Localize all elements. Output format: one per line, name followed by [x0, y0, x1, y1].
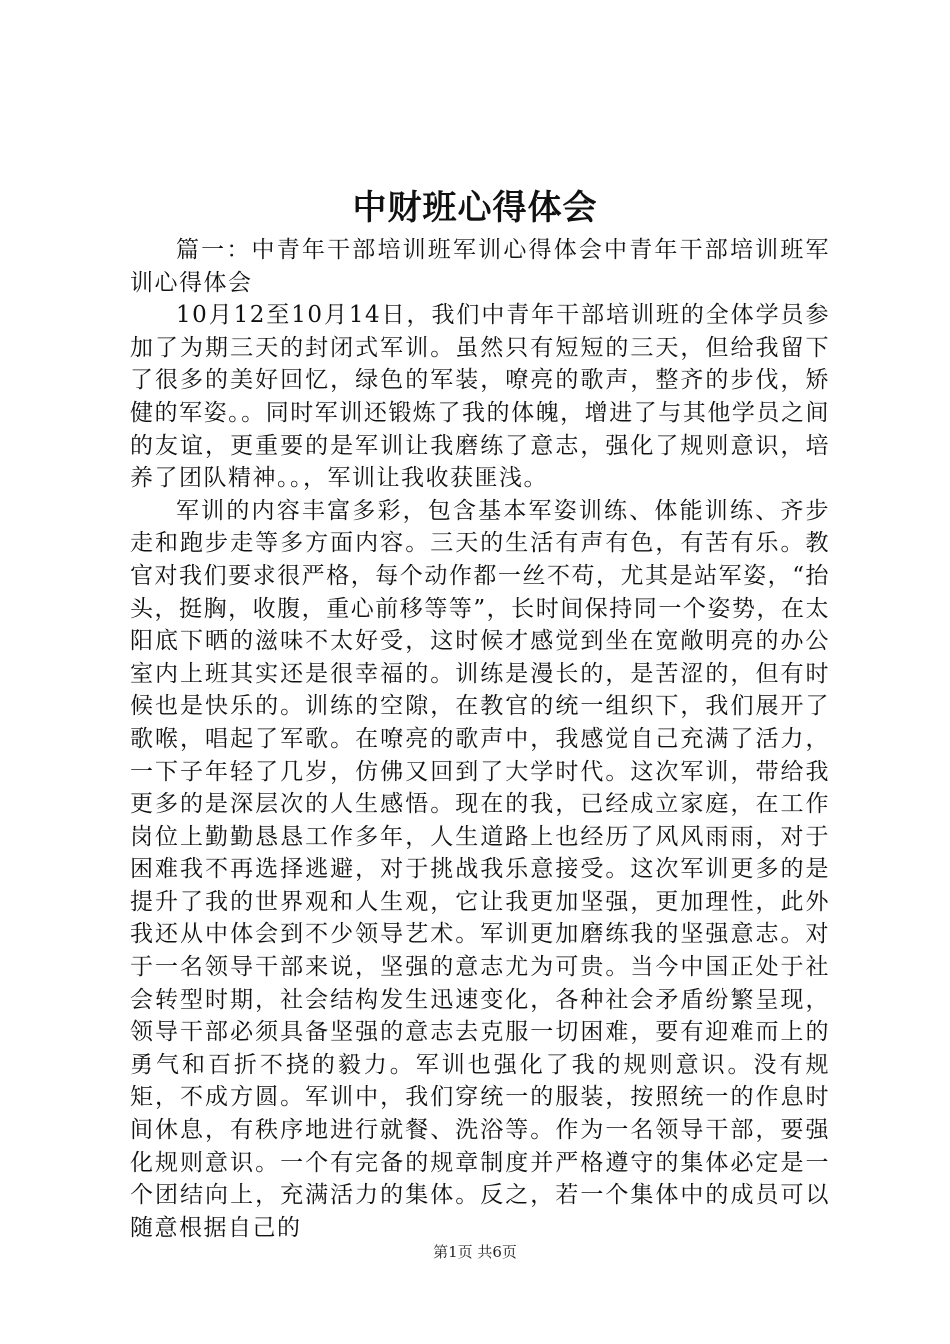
document-body	[130, 234, 830, 1244]
paragraph-intro: 10月12至10月14日，我们中青年干部培训班的全体学员参加了为期三天的封闭式军训。虽然只有短短的三天，但给我留下了很多的美好回忆，绿色的军装，嘹亮的歌声，整齐的步伐，矫健的军姿。。同时军训还锻炼了我的体魄，增进了与其他学员之间的友谊，更重要的是军训让我磨练了意志，强化了规则意识，培养了团队精神。。，军训让我收获匪浅。	[130, 302, 830, 492]
page-title: 中财班心得体会	[352, 188, 598, 228]
page-number-footer: 第1页 共6页	[433, 1243, 517, 1261]
paragraph-training-content: 军训的内容丰富多彩，包含基本军姿训练、体能训练、齐步走和跑步走等多方面内容。三天的生活有声有色，有苦有乐。教官对我们要求很严格，每个动作都一丝不苟，尤其是站军姿，“抬头，挺胸，收腹，重心前移等等”，长时间保持同一个姿势，在太阳底下晒的滋味不太好受，这时候才感觉到坐在宽敞明亮的办公室内上班其实还是很幸福的。训练是漫长的，是苦涩的，但有时候也是快乐的。训练的空隙，在教官的统一组织下，我们展开了歌喉，唱起了军歌。在嘹亮的歌声中，我感觉自己充满了活力，一下子年轻了几岁，仿佛又回到了大学时代。这次军训，带给我更多的是深层次的人生感悟。现在的我，已经成立家庭，在工作岗位上勤勤恳恳工作多年，人生道路上也经历了风风雨雨，对于困难我不再选择逃避，对于挑战我乐意接受。这次军训更多的是提升了我的世界观和人生观，它让我更加坚强，更加理性，此外我还从中体会到不少领导艺术。军训更加磨练我的坚强意志。对于一名领导干部来说，坚强的意志尤为可贵。当今中国正处于社会转型时期，社会结构发生迅速变化，各种社会矛盾纷繁呈现，领导干部必须具备坚强的意志去克服一切困难，要有迎难而上的勇气和百折不挠的毅力。军训也强化了我的规则意识。没有规矩，不成方圆。军训中，我们穿统一的服装，按照统一的作息时间休息，有秩序地进行就餐、洗浴等。作为一名领导干部，要强化规则意识。一个有完备的规章制度并严格遵守的集体必定是一个团结向上，充满活力的集体。反之，若一个集体中的成员可以随意根据自己的	[130, 497, 830, 1241]
paragraph-heading: 篇一：中青年干部培训班军训心得体会中青年干部培训班军训心得体会	[130, 237, 830, 296]
